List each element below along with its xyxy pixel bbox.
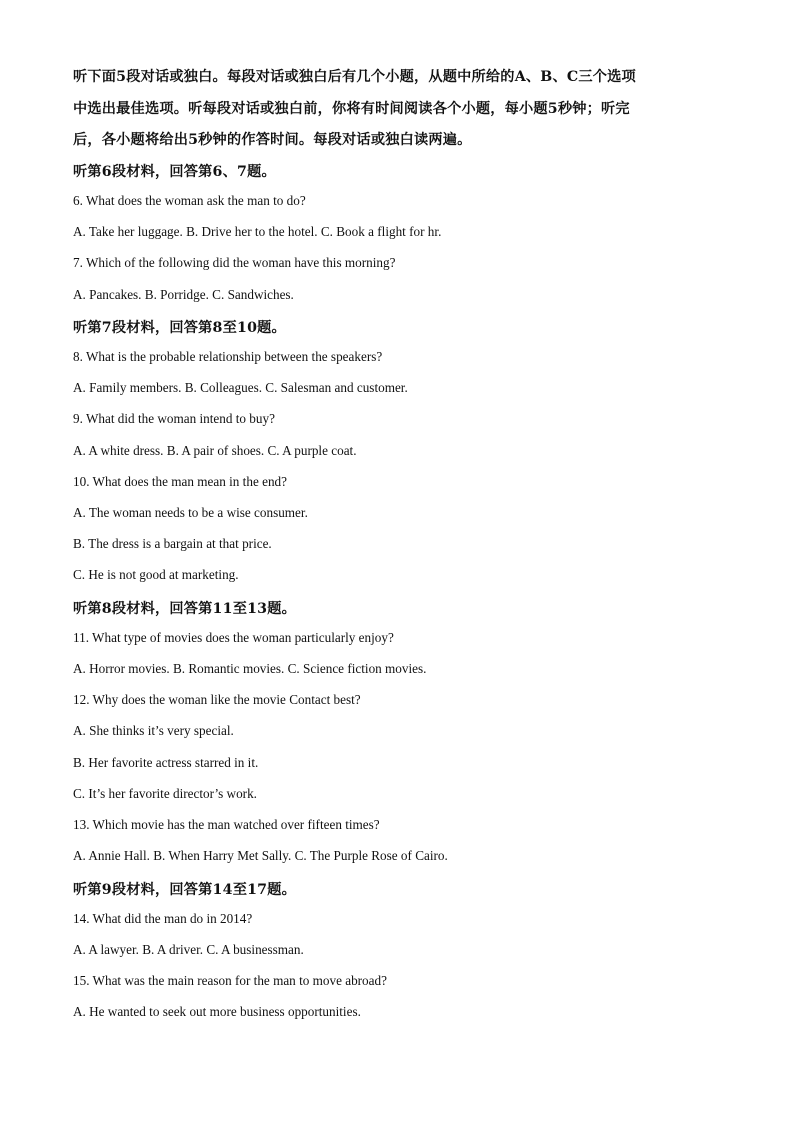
question-8: 8. What is the probable relationship between the speakers? xyxy=(73,349,383,364)
instructions-line-3: 后，各小题将给出5秒钟的作答时间。每段对话或独白读两遍。 xyxy=(73,132,472,148)
question-9: 9. What did the woman intend to buy? xyxy=(73,411,275,426)
section-heading-8: 听第8段材料，回答第11至13题。 xyxy=(73,601,297,617)
option-12a: A. She thinks it’s very special. xyxy=(73,723,234,738)
question-15: 15. What was the main reason for the man to move abroad? xyxy=(73,973,387,988)
question-12: 12. Why does the woman like the movie Contact best? xyxy=(73,692,361,707)
options-6: A. Take her luggage. B. Drive her to the hotel. C. Book a flight for hr. xyxy=(73,224,442,239)
section-heading-9: 听第9段材料，回答第14至17题。 xyxy=(73,882,297,898)
question-6: 6. What does the woman ask the man to do? xyxy=(73,193,306,208)
option-10a: A. The woman needs to be a wise consumer. xyxy=(73,505,308,520)
question-11: 11. What type of movies does the woman particularly enjoy? xyxy=(73,630,394,645)
options-9: A. A white dress. B. A pair of shoes. C. A purple coat. xyxy=(73,443,357,458)
options-8: A. Family members. B. Colleagues. C. Salesman and customer. xyxy=(73,380,408,395)
section-heading-7: 听第7段材料，回答第8至10题。 xyxy=(73,320,286,336)
question-14: 14. What did the man do in 2014? xyxy=(73,911,253,926)
option-12c: C. It’s her favorite director’s work. xyxy=(73,786,257,801)
instructions-line-2: 中选出最佳选项。听每段对话或独白前，你将有时间阅读各个小题，每小题5秒钟；听完 xyxy=(73,101,630,117)
option-10c: C. He is not good at marketing. xyxy=(73,567,239,582)
option-10b: B. The dress is a bargain at that price. xyxy=(73,536,272,551)
options-11: A. Horror movies. B. Romantic movies. C. Science fiction movies. xyxy=(73,661,427,676)
option-12b: B. Her favorite actress starred in it. xyxy=(73,755,259,770)
question-13: 13. Which movie has the man watched over fifteen times? xyxy=(73,817,380,832)
options-14: A. A lawyer. B. A driver. C. A businessman. xyxy=(73,942,304,957)
option-15a: A. He wanted to seek out more business opportunities. xyxy=(73,1004,361,1019)
question-7: 7. Which of the following did the woman have this morning? xyxy=(73,255,396,270)
options-13: A. Annie Hall. B. When Harry Met Sally. C. The Purple Rose of Cairo. xyxy=(73,848,448,863)
options-7: A. Pancakes. B. Porridge. C. Sandwiches. xyxy=(73,287,294,302)
section-heading-6: 听第6段材料，回答第6、7题。 xyxy=(73,164,276,180)
question-10: 10. What does the man mean in the end? xyxy=(73,474,287,489)
instructions-line-1: 听下面5段对话或独白。每段对话或独白后有几个小题，从题中所给的A、B、C三个选项 xyxy=(73,69,636,85)
